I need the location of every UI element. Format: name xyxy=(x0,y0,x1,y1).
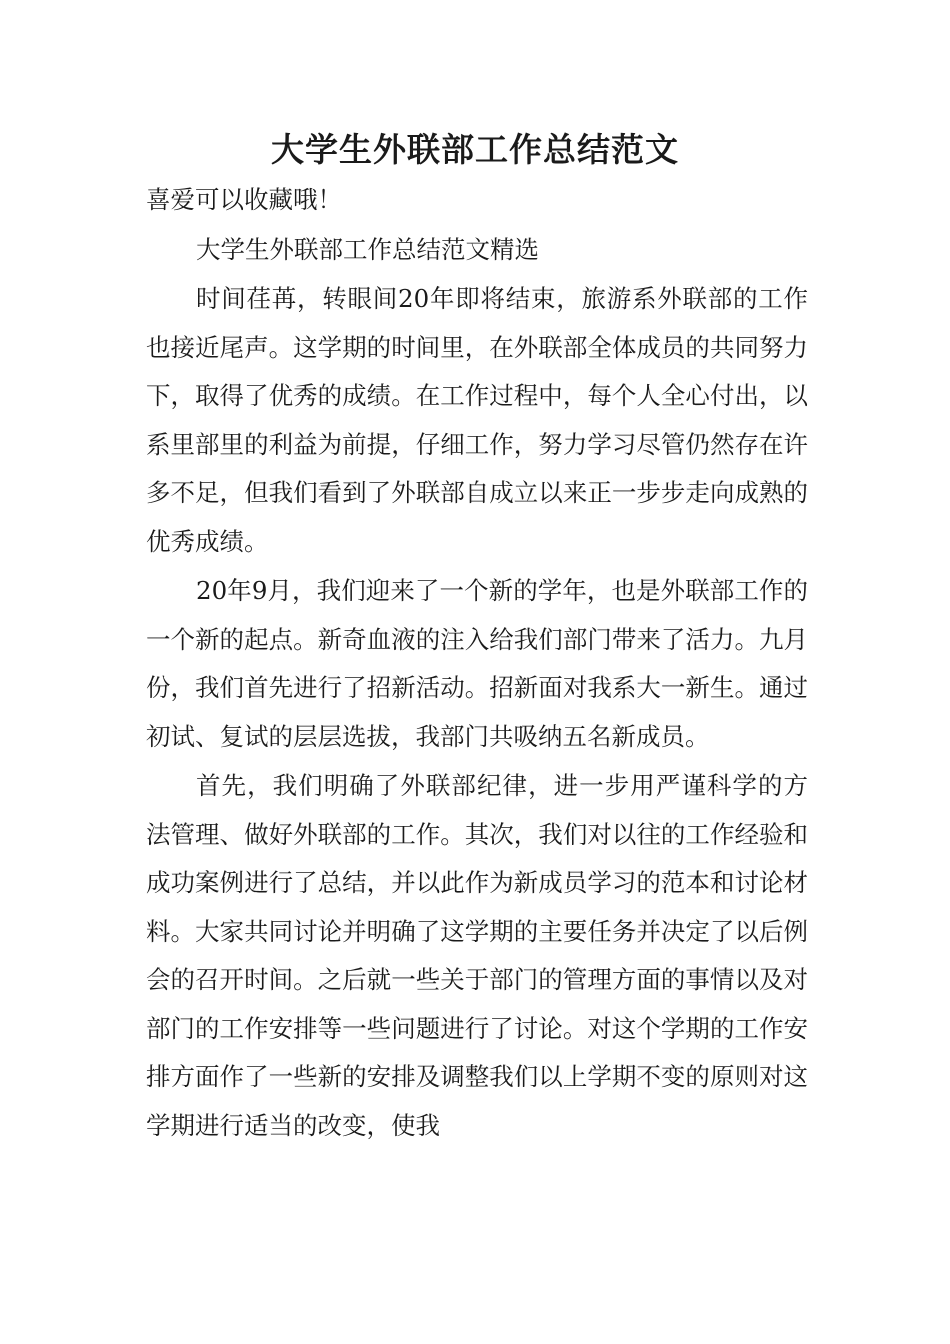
paragraph-1: 时间荏苒，转眼间20年即将结束，旅游系外联部的工作也接近尾声。这学期的时间里，在外联部全体成员的共同努力下，取得了优秀的成绩。在工作过程中，每个人全心付出，以系里部里的利益为前提，仔细工作，努力学习尽管仍然存在许多不足，但我们看到了外联部自成立以来正一步步走向成熟的优秀成绩。 xyxy=(146,284,808,556)
document-title: 大学生外联部工作总结范文 xyxy=(271,130,679,169)
document-body xyxy=(146,176,808,1151)
intro-line: 喜爱可以收藏哦！ xyxy=(146,185,342,214)
paragraph-3: 首先，我们明确了外联部纪律，进一步用严谨科学的方法管理、做好外联部的工作。其次，我们对以往的工作经验和成功案例进行了总结，并以此作为新成员学习的范本和讨论材料。大家共同讨论并明确了这学期的主要任务并决定了以后例会的召开时间。之后就一些关于部门的管理方面的事情以及对部门的工作安排等一些问题进行了讨论。对这个学期的工作安排方面作了一些新的安排及调整我们以上学期不变的原则对这学期进行适当的改变，使我 xyxy=(146,771,808,1140)
subtitle-line: 大学生外联部工作总结范文精选 xyxy=(196,234,539,264)
paragraph-2: 20年9月，我们迎来了一个新的学年，也是外联部工作的一个新的起点。新奇血液的注入给我们部门带来了活力。九月份，我们首先进行了招新活动。招新面对我系大一新生。通过初试、复试的层层选拔，我部门共吸纳五名新成员。 xyxy=(146,576,808,751)
